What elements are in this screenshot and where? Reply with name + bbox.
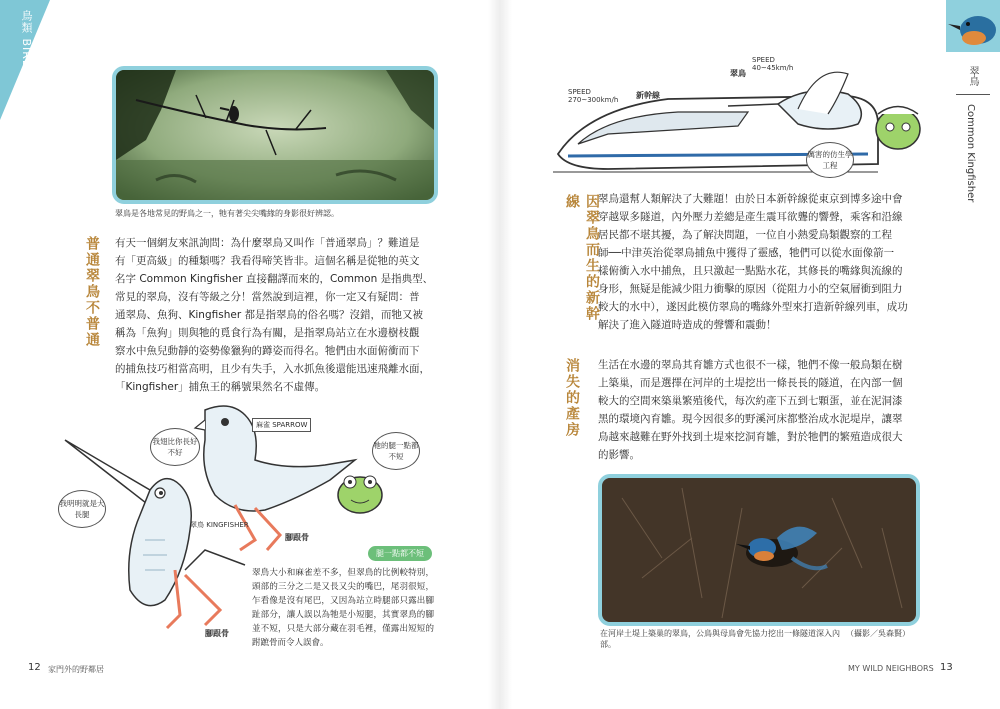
chapter-tab-english: Common Kingfisher — [965, 104, 976, 203]
kingfisher-branch-photo — [112, 66, 438, 204]
photo-credit: （攝影／吳森賢） — [846, 629, 910, 638]
body-line: 生活在水邊的翠鳥其育雛方式也很不一樣，牠們不像一般鳥類在樹 — [598, 359, 903, 371]
speech-bubble-wings: 我翅比你長好不好 — [150, 428, 200, 466]
page-number: 13 — [940, 662, 953, 673]
speech-bubble-legs-not-short: 牠的腿一點都不短 — [372, 432, 420, 470]
book-spine-shadow — [488, 0, 512, 709]
chapter-tab-image — [946, 0, 1000, 52]
speech-bubble-long-legs: 我明明就是大長腿 — [58, 490, 106, 528]
sparrow-label: 麻雀 SPARROW — [252, 418, 311, 432]
section-title: 因翠鳥而生的新幹線 — [564, 194, 600, 322]
kingfisher-label: 翠鳥 KINGFISHER — [190, 521, 249, 529]
body-line: 鳥越來越難在野外找到土堤來挖洞育雛，對於牠們的繁殖造成很大 — [598, 431, 903, 443]
body-line: 稱為「魚狗」則與牠的覓食行為有關，是指翠鳥站立在水邊樹枝觀 — [115, 327, 420, 339]
body-line: 名字 Common Kingfisher 直接翻譯而來的，Common 是指典型、 — [115, 273, 434, 285]
bird-label: 翠鳥 — [730, 69, 746, 78]
section-paragraph — [598, 356, 916, 464]
body-line: 黑的環境內育雛。現今因很多的野溪河床都整治成水泥堤岸，讓翠 — [598, 413, 903, 425]
body-line: 解決了進入隧道時造成的聲響和震動！ — [598, 319, 777, 331]
biomimicry-bubble: 厲害的仿生學工程 — [806, 142, 854, 178]
book-title-en: MY WILD NEIGHBORS — [848, 664, 934, 673]
page-number: 12 — [28, 662, 41, 673]
photo-image — [116, 70, 434, 200]
body-line: 常見的翠鳥，沒有等級之分！當然說到這裡，你一定又有疑問：普 — [115, 291, 420, 303]
body-line: 上築巢，而是選擇在河岸的土堤挖出一條長長的隧道，在內部一個 — [598, 377, 903, 389]
body-paragraph — [115, 234, 437, 396]
body-line: 居民都不堪其擾，為了解決問題，一位自小熱愛鳥類觀察的工程 — [598, 229, 892, 241]
body-line: 樣俯衝入水中捕魚，且只激起一點點水花，其修長的嘴緣與流線的 — [598, 265, 903, 277]
body-line: 有天一個網友來訊詢問：為什麼翠鳥又叫作「普通翠鳥」？難道是 — [115, 237, 420, 249]
section-paragraph — [598, 190, 916, 334]
bird-speed-label: SPEED 40~45km/h — [752, 56, 794, 72]
body-line: 的影響。 — [598, 449, 640, 461]
body-line: 穿越眾多隧道，內外壓力差總是產生震耳欲聾的響聲，乘客和沿線 — [598, 211, 903, 223]
body-line: 較大的水中），遂因此模仿翠鳥的嘴緣外型來打造新幹線列車，成功 — [598, 301, 908, 313]
heel-bone-label: 腳跟骨 — [205, 629, 229, 638]
body-line: 身形，無疑是能減少阻力衝擊的原因（從阻力小的空氣層衝到阻力 — [598, 283, 903, 295]
tab-divider — [956, 94, 990, 95]
train-label: 新幹線 — [636, 91, 660, 100]
section-title: 消失的產房 — [564, 358, 580, 438]
nesting-kingfisher-photo — [598, 474, 920, 626]
body-line: 師──中津英治從翠鳥捕魚中獲得了靈感，牠們可以從水面像箭一 — [598, 247, 895, 259]
section-tab-label: 鳥類 BIRDS — [20, 10, 33, 78]
photo-caption: 在河岸土堤上築巢的翠鳥，公鳥與母鳥會先協力挖出一條隧道深入內部。 — [600, 629, 840, 649]
section-title: 普通翠鳥不普通 — [84, 236, 100, 348]
chapter-tab-title: 翠鳥 — [967, 66, 978, 86]
photo-image — [602, 478, 916, 622]
body-line: 翠鳥還幫人類解決了大難題！由於日本新幹線從東京到博多途中會 — [598, 193, 903, 205]
body-line: 有「更高級」的種類嗎？我看得啼笑皆非。這個名稱是從牠的英文 — [115, 255, 420, 267]
heel-bone-label: 腳跟骨 — [285, 533, 309, 542]
side-note-text: 翠鳥大小和麻雀差不多，但翠鳥的比例較特別，頭部的三分之二是又長又尖的嘴巴，尾羽很短，乍看像是沒有尾巴，又因為站立時腿部只露出腳趾部分，讓人誤以為牠是小短腿，其實翠鳥的腳並不短，只是大部分藏在羽毛裡，僅露出短短的跗蹠骨而令人誤會。 — [252, 568, 434, 648]
body-line: 較大的空間來築巢繁殖後代，每次約產下五到七顆蛋，並在泥洞漆 — [598, 395, 903, 407]
book-title: 家門外的野鄰居 — [48, 665, 104, 674]
kingfisher-tab-icon — [946, 0, 1000, 52]
photo-caption: 翠鳥是各地常見的野鳥之一，牠有著尖尖嘴緣的身影很好辨認。 — [115, 209, 339, 218]
body-line: 察水中魚兒動靜的姿勢像獵狗的蹲姿而得名。牠們由水面俯衝而下 — [115, 345, 420, 357]
note-badge: 腿一點都不短 — [368, 546, 432, 561]
train-speed-label: SPEED 270~300km/h — [568, 88, 619, 104]
body-line: 的捕魚技巧相當高明，且少有失手，入水抓魚後還能迅速飛離水面， — [115, 363, 430, 375]
body-line: 「Kingfisher」捕魚王的稱號果然名不虛傳。 — [115, 381, 326, 393]
body-line: 通翠鳥、魚狗、Kingfisher 都是指翠鳥的俗名嗎？沒錯，而牠又被 — [115, 309, 423, 321]
